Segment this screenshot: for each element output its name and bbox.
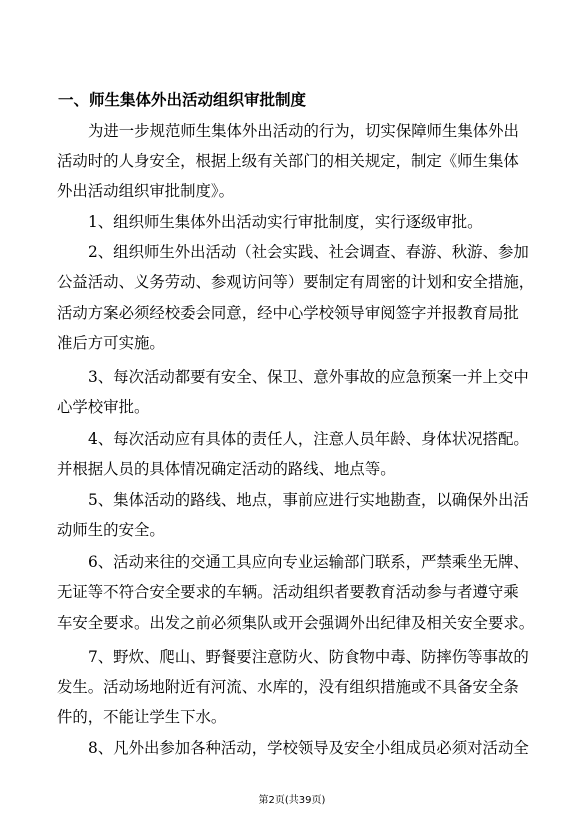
- body-line: 3、每次活动都要有安全、保卫、意外事故的应急预案一并上交中: [88, 368, 529, 386]
- body-line: 心学校审批。: [57, 398, 150, 416]
- body-line: 5、集体活动的路线、地点，事前应进行实地勘查，以确保外出活: [88, 491, 529, 509]
- body-line: 车安全要求。出发之前必须集队或开会强调外出纪律及相关安全要求。: [57, 614, 535, 632]
- body-line: 活动方案必须经校委会同意，经中心学校领导审阅签字并报教育局批: [57, 304, 519, 322]
- body-line: 公益活动、义务劳动、参观访问等）要制定有周密的计划和安全措施，: [57, 273, 535, 291]
- body-line: 外出活动组织审批制度》。: [57, 182, 234, 200]
- body-line: 8、凡外出参加各种活动，学校领导及安全小组成员必须对活动全: [88, 739, 529, 757]
- body-line: 6、活动来往的交通工具应向专业运输部门联系，严禁乘坐无牌、: [88, 553, 529, 571]
- section-heading: 一、师生集体外出活动组织审批制度: [58, 91, 307, 109]
- body-line: 动师生的安全。: [57, 521, 165, 539]
- body-line: 4、每次活动应有具体的责任人，注意人员年龄、身体状况搭配。: [88, 430, 529, 448]
- body-line: 为进一步规范师生集体外出活动的行为，切实保障师生集体外出: [88, 122, 519, 140]
- body-line: 7、野炊、爬山、野餐要注意防火、防食物中毒、防摔伤等事故的: [88, 648, 529, 666]
- body-line: 并根据人员的具体情况确定活动的路线、地点等。: [57, 460, 396, 478]
- body-line: 件的，不能让学生下水。: [57, 708, 227, 726]
- body-line: 准后方可实施。: [57, 334, 165, 352]
- body-line: 1、组织师生集体外出活动实行审批制度，实行逐级审批。: [88, 213, 483, 231]
- body-line: 活动时的人身安全，根据上级有关部门的相关规定，制定《师生集体: [57, 152, 519, 170]
- page-number-footer: 第2页(共39页): [258, 795, 326, 806]
- body-line: 发生。活动场地附近有河流、水库的，没有组织措施或不具备安全条: [57, 678, 519, 696]
- body-line: 2、组织师生外出活动（社会实践、社会调查、春游、秋游、参加: [88, 243, 529, 261]
- body-line: 无证等不符合安全要求的车辆。活动组织者要教育活动参与者遵守乘: [57, 583, 519, 601]
